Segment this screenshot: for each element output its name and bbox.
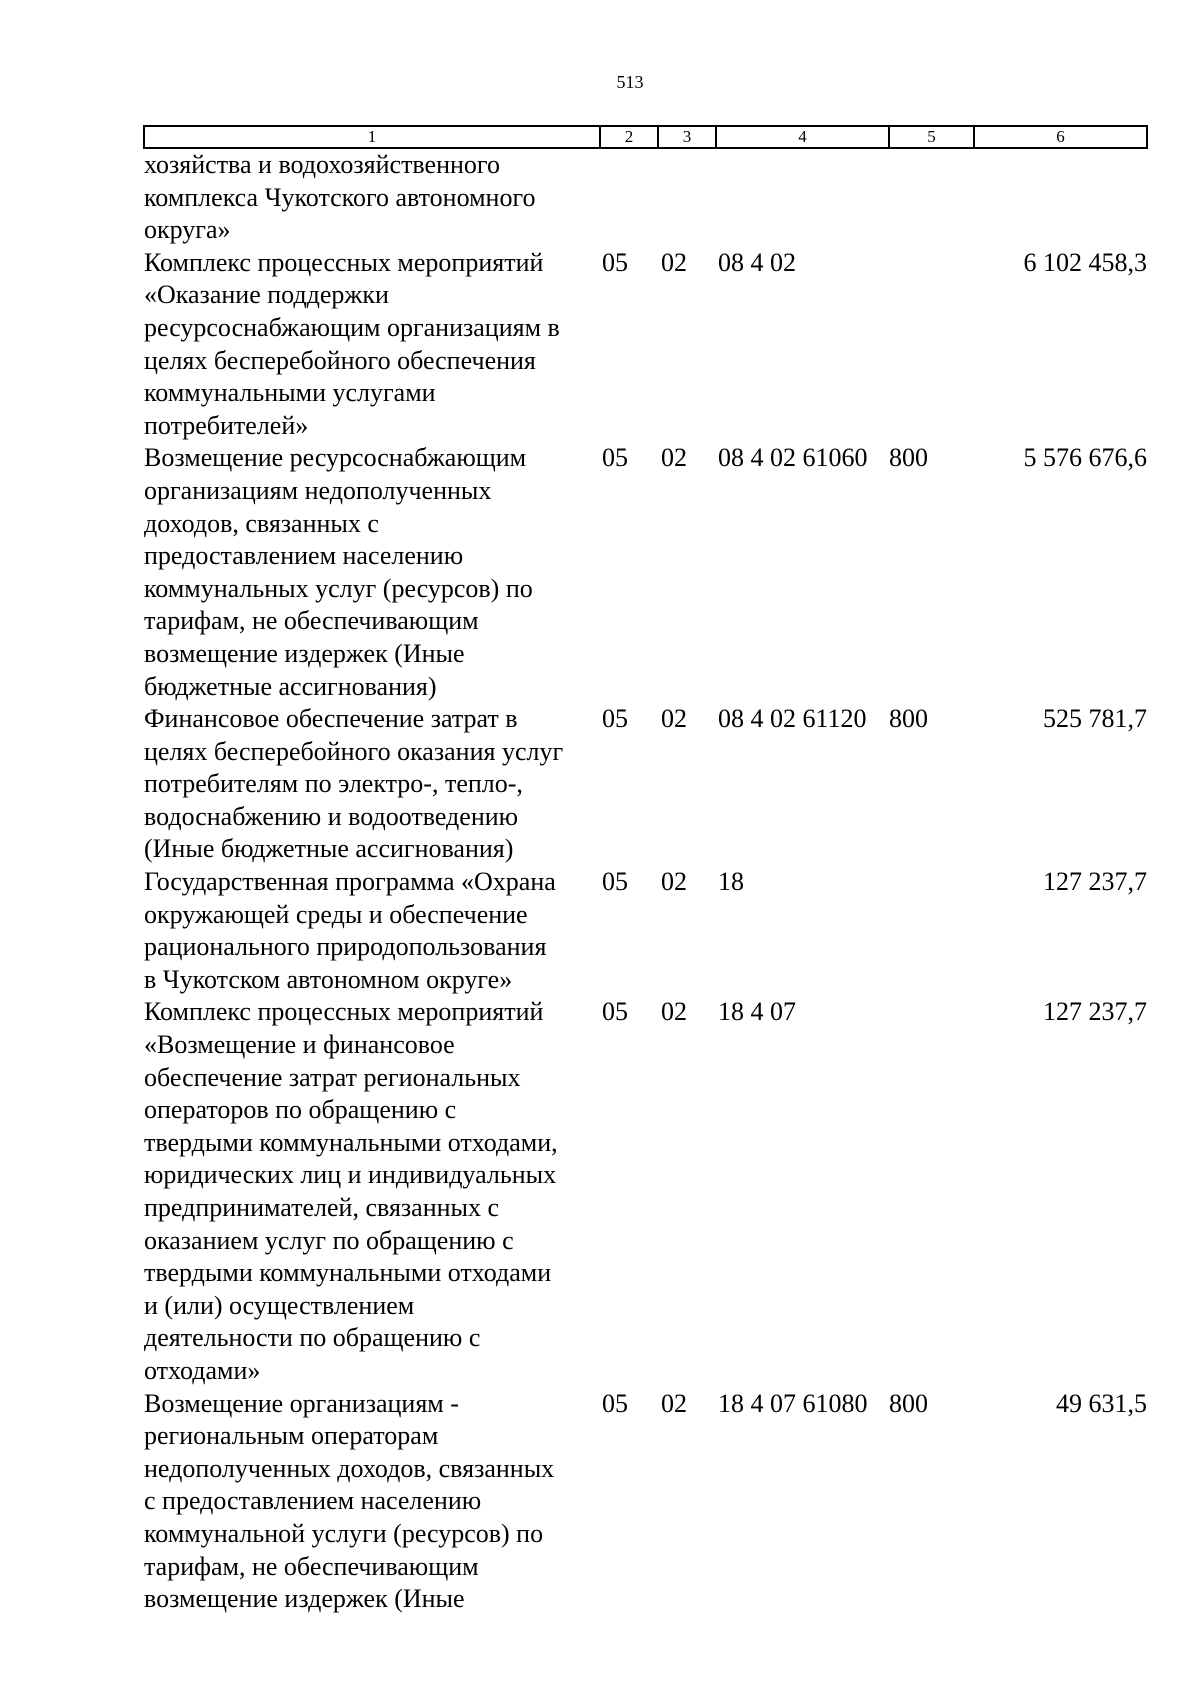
- row-name-line: недополученных доходов, связанных: [144, 1453, 555, 1483]
- row-name-line: организациям недополученных: [144, 475, 492, 505]
- row-section-code: 05: [602, 997, 628, 1027]
- page-number: 513: [616, 72, 644, 92]
- row-name-line: потребителям по электро-, тепло-,: [144, 769, 523, 799]
- row-name-line: доходов, связанных с: [144, 508, 379, 538]
- header-col-4: 4: [716, 126, 889, 148]
- row-subsection-code: 02: [661, 867, 687, 897]
- row-name-line: Комплекс процессных мероприятий: [144, 997, 544, 1027]
- row-name-line: комплекса Чукотского автономного: [144, 182, 536, 212]
- row-name-line: (Иные бюджетные ассигнования): [144, 834, 514, 864]
- row-name: [144, 703, 600, 866]
- row-subsection-code: 02: [661, 704, 687, 734]
- row-name-line: отходами»: [144, 1355, 261, 1385]
- table-row: [144, 247, 1147, 443]
- row-amount: 5 576 676,6: [1023, 443, 1147, 473]
- row-section-code: [600, 148, 658, 247]
- row-name-line: целях бесперебойного обеспечения: [144, 345, 536, 375]
- row-expense-type: 800: [889, 1388, 928, 1418]
- row-name-line: деятельности по обращению с: [144, 1323, 481, 1353]
- row-amount: 127 237,7: [1043, 997, 1147, 1027]
- row-name-line: бюджетные ассигнования): [144, 671, 437, 701]
- row-target-article: 18: [718, 867, 744, 897]
- row-section-code: 05: [602, 443, 628, 473]
- row-expense-type: [889, 148, 974, 247]
- row-target-article: 08 4 02 61120: [718, 704, 867, 734]
- row-name-line: «Оказание поддержки: [144, 280, 389, 310]
- row-name-line: целях бесперебойного оказания услуг: [144, 736, 564, 766]
- row-name-line: окружающей среды и обеспечение: [144, 899, 528, 929]
- row-expense-type: [889, 866, 974, 996]
- row-amount: 6 102 458,3: [1023, 247, 1147, 277]
- table-row: [144, 442, 1147, 703]
- row-name-line: предпринимателей, связанных с: [144, 1193, 500, 1222]
- row-name-line: тарифам, не обеспечивающим: [144, 606, 479, 636]
- header-col-3: 3: [658, 126, 716, 148]
- row-subsection-code: 02: [661, 997, 687, 1027]
- row-expense-type: 800: [889, 443, 928, 473]
- row-amount: 127 237,7: [1043, 867, 1147, 897]
- row-name-line: водоснабжению и водоотведению: [144, 801, 519, 831]
- row-name-line: Возмещение ресурсоснабжающим: [144, 443, 527, 473]
- table-body: [144, 148, 1147, 1616]
- row-subsection-code: 02: [661, 1388, 687, 1418]
- row-section-code: 05: [602, 867, 628, 897]
- row-name-line: предоставлением населению: [144, 541, 464, 571]
- row-name-line: в Чукотском автономном округе»: [144, 964, 513, 994]
- row-section-code: 05: [602, 1388, 628, 1418]
- table-row: [144, 703, 1147, 866]
- row-amount: 525 781,7: [1043, 704, 1147, 734]
- table-row: [144, 1388, 1147, 1616]
- row-name-line: ресурсоснабжающим организациям в: [144, 312, 560, 342]
- row-name-line: коммунальными услугами: [144, 378, 436, 408]
- row-expense-type: 800: [889, 704, 928, 734]
- row-name-line: Возмещение организациям -: [144, 1388, 459, 1418]
- row-target-article: [716, 148, 889, 247]
- row-name: [144, 1388, 600, 1616]
- row-name: [144, 442, 600, 703]
- row-name-line: юридических лиц и индивидуальных: [144, 1160, 557, 1190]
- header-col-2: 2: [600, 126, 658, 148]
- budget-table: [143, 125, 1148, 1616]
- table-row: [144, 866, 1147, 996]
- row-expense-type: [889, 247, 974, 443]
- header-col-5: 5: [889, 126, 974, 148]
- row-name-line: тарифам, не обеспечивающим: [144, 1551, 479, 1581]
- row-name-line: твердыми коммунальными отходами: [144, 1258, 552, 1288]
- row-name-line: «Возмещение и финансовое: [144, 1030, 455, 1060]
- row-name-line: с предоставлением населению: [144, 1486, 482, 1516]
- header-row: [144, 126, 1147, 148]
- header-col-1: 1: [144, 126, 600, 148]
- row-name-line: Государственная программа «Охрана: [144, 867, 556, 897]
- row-name-line: возмещение издержек (Иные: [144, 1584, 465, 1614]
- row-name-line: рационального природопользования: [144, 932, 547, 962]
- row-target-article: 08 4 02: [718, 247, 796, 277]
- row-target-article: 18 4 07 61080: [718, 1388, 868, 1418]
- row-section-code: 05: [602, 704, 628, 734]
- row-name: [144, 866, 600, 996]
- row-name-line: Финансовое обеспечение затрат в: [144, 704, 518, 734]
- row-name-line: твердыми коммунальными отходами,: [144, 1127, 558, 1157]
- row-amount: [974, 148, 1147, 247]
- row-name-line: потребителей»: [144, 410, 309, 440]
- row-subsection-code: [658, 148, 716, 247]
- row-name: [144, 148, 600, 247]
- row-name-line: коммунальной услуги (ресурсов) по: [144, 1518, 544, 1548]
- row-target-article: 18 4 07: [718, 997, 796, 1027]
- row-name-line: оказанием услуг по обращению с: [144, 1225, 514, 1255]
- row-name-line: Комплекс процессных мероприятий: [144, 247, 544, 277]
- row-name-line: хозяйства и водохозяйственного: [144, 150, 500, 179]
- table-header: [144, 126, 1147, 148]
- row-name: [144, 996, 600, 1387]
- row-name-line: округа»: [144, 215, 231, 245]
- row-subsection-code: 02: [661, 247, 687, 277]
- row-name: [144, 247, 600, 443]
- header-col-6: 6: [974, 126, 1147, 148]
- row-amount: 49 631,5: [1056, 1388, 1147, 1418]
- table-row: [144, 148, 1147, 247]
- row-subsection-code: 02: [661, 443, 687, 473]
- row-name-line: коммунальных услуг (ресурсов) по: [144, 573, 533, 603]
- row-name-line: и (или) осуществлением: [144, 1290, 415, 1320]
- row-name-line: обеспечение затрат региональных: [144, 1062, 521, 1092]
- table-row: [144, 996, 1147, 1387]
- row-target-article: 08 4 02 61060: [718, 443, 868, 473]
- row-name-line: возмещение издержек (Иные: [144, 638, 465, 668]
- row-name-line: региональным операторам: [144, 1421, 439, 1451]
- row-expense-type: [889, 996, 974, 1387]
- row-section-code: 05: [602, 247, 628, 277]
- row-name-line: операторов по обращению с: [144, 1095, 457, 1125]
